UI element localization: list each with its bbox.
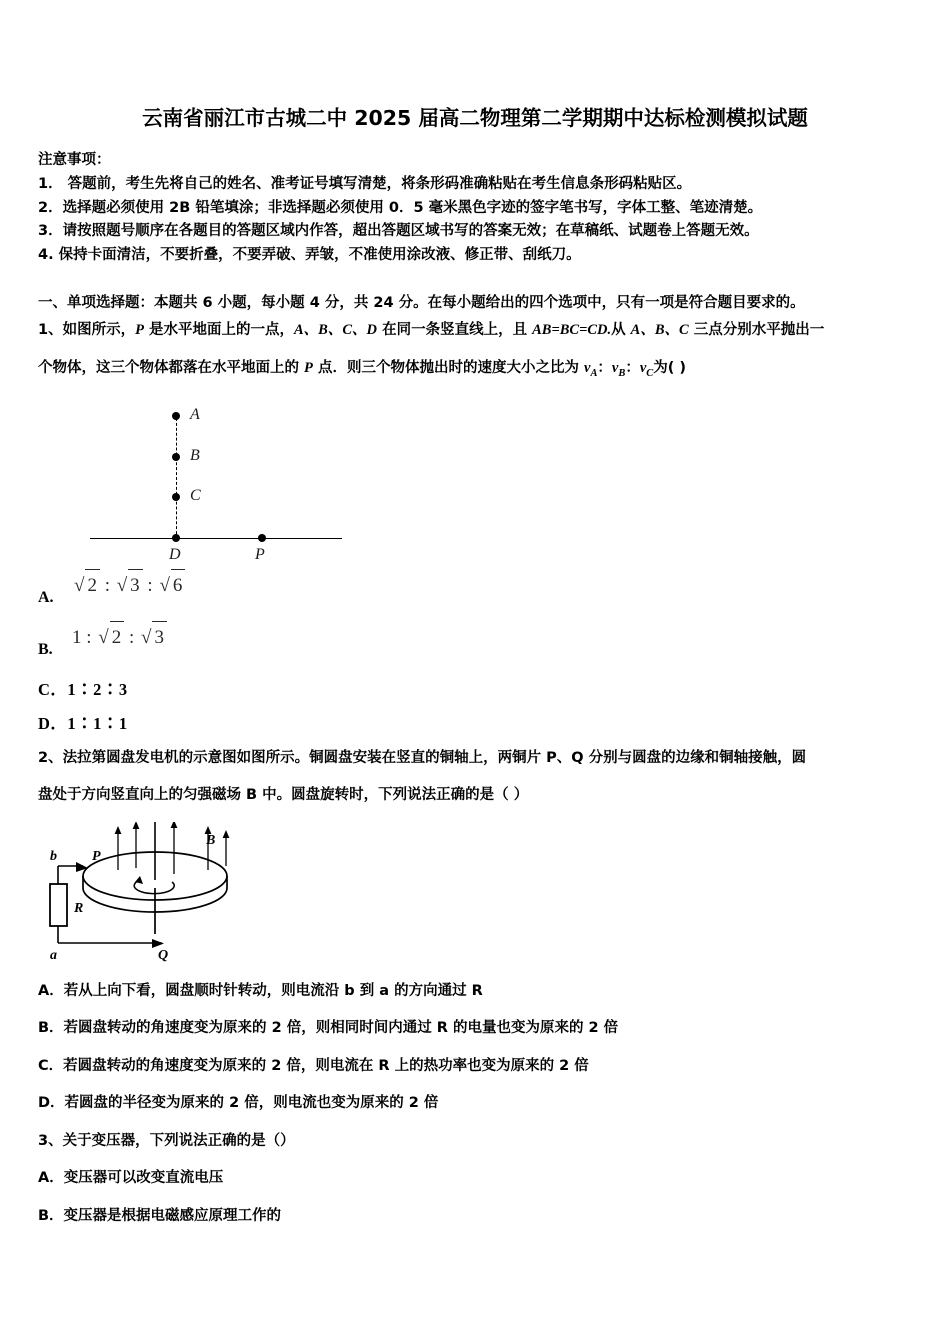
q1-equation: AB=BC=CD. <box>532 322 612 339</box>
question-1-option-d[interactable]: D．1∶1∶1 <box>38 714 128 734</box>
faraday-disc-diagram <box>40 822 340 962</box>
faraday-disc-svg <box>40 822 340 962</box>
point-b-dot <box>172 453 180 461</box>
magnetic-field-arrows <box>115 822 230 874</box>
q1-text-d: 从 <box>611 322 631 339</box>
q1-colon-2: ： <box>625 359 640 376</box>
question-2-option-b[interactable]: B．若圆盘转动的角速度变为原来的 2 倍，则相同时间内通过 R 的电量也变为原来的 2 倍 <box>38 1020 619 1037</box>
point-a-dot <box>172 412 180 420</box>
notice-item-2: 2．选择题必须使用 2B 铅笔填涂；非选择题必须使用 0．5 毫米黑色字迹的签字笔书写，字体工整、笔迹清楚。 <box>38 199 763 216</box>
question-3-stem: 3、关于变压器，下列说法正确的是（） <box>38 1132 295 1149</box>
question-1-stem-line-1 <box>38 319 912 342</box>
question-1-option-b[interactable] <box>38 621 912 673</box>
point-d-label: D <box>169 546 181 564</box>
question-2-option-c[interactable]: C．若圆盘转动的角速度变为原来的 2 倍，则电流在 R 上的热功率也变为原来的 2 倍 <box>38 1057 589 1074</box>
q1-vars-abcd: A、B、C、D <box>294 322 378 339</box>
label-resistor: R <box>74 900 84 916</box>
question-2-option-d[interactable]: D．若圆盘的半径变为原来的 2 倍，则电流也变为原来的 2 倍 <box>38 1095 439 1112</box>
q1-l2-text-a: 个物体，这三个物体都落在水平地面上的 <box>38 359 305 376</box>
point-c-label: C <box>190 487 201 505</box>
q1-text-b: 是水平地面上的一点， <box>143 322 295 339</box>
question-3-option-a[interactable]: A．变压器可以改变直流电压 <box>38 1170 224 1187</box>
question-2-stem-line-2: 盘处于方向竖直向上的匀强磁场 B 中。圆盘旋转时，下列说法正确的是（ ） <box>38 787 529 804</box>
label-contact-q: Q <box>158 947 169 962</box>
q1-l2-text-b: 点．则三个物体抛出时的速度大小之比为 <box>312 359 585 376</box>
option-a-value: √ 2 : √ 3 : √ 6 <box>72 569 185 602</box>
q1-text-e: 三点分别水平抛出一 <box>688 322 825 339</box>
label-terminal-b: b <box>50 848 57 864</box>
q1-text-c: 在同一条竖直线上，且 <box>377 322 533 339</box>
q1-vars-abc: A、B、C <box>630 322 689 339</box>
label-contact-p: P <box>92 848 101 864</box>
q1-text-a: 如图所示， <box>62 322 136 339</box>
label-b-field: B <box>206 832 216 848</box>
notice-list <box>38 173 912 267</box>
point-c-dot <box>172 493 180 501</box>
vertical-dashed-line <box>176 418 177 539</box>
point-a-label: A <box>190 406 200 424</box>
notice-item-4: 4. 保持卡面清洁，不要折叠，不要弄破、弄皱，不准使用涂改液、修正带、刮纸刀。 <box>38 246 581 263</box>
point-p-dot <box>258 534 266 542</box>
point-b-label: B <box>190 447 200 465</box>
contact-p-wedge <box>76 862 88 872</box>
notice-heading: 注意事项： <box>38 151 111 168</box>
notice-item-3: 3．请按照题号顺序在各题目的答题区域内作答，超出答题区域书写的答案无效；在草稿纸、试题卷上答题无效。 <box>38 223 759 240</box>
resistor-body <box>50 884 67 926</box>
notice-item-1: 1． 答题前，考生先将自己的姓名、准考证号填写清楚，将条形码准确粘贴在考生信息条形码粘贴区。 <box>38 176 692 193</box>
q1-vb: $v_B$ <box>611 359 626 379</box>
page-title: 云南省丽江市古城二中 2025 届高二物理第二学期期中达标检测模拟试题 <box>142 106 808 130</box>
question-1-option-c[interactable]: C．1∶2∶3 <box>38 680 128 700</box>
question-3-option-b[interactable]: B．变压器是根据电磁感应原理工作的 <box>38 1207 282 1224</box>
point-p-label: P <box>255 546 265 564</box>
q1-l2-var-p: P <box>304 359 313 376</box>
point-d-dot <box>172 534 180 542</box>
question-1-number: 1、 <box>38 322 63 339</box>
question-1-stem-line-2 <box>38 357 912 383</box>
q1-va: $v_A$ <box>584 359 598 379</box>
option-b-label: B. <box>38 641 53 659</box>
contact-q-wedge <box>152 939 164 948</box>
section-heading: 一、单项选择题：本题共 6 小题，每小题 4 分，共 24 分。在每小题给出的四个选项中，只有一项是符合题目要求的。 <box>38 295 805 312</box>
option-b-value: 1 : √ 2 : √ 3 <box>72 621 167 654</box>
question-2-option-a[interactable]: A．若从上向下看，圆盘顺时针转动，则电流沿 b 到 a 的方向通过 R <box>38 982 483 999</box>
q1-colon-1: ： <box>597 359 612 376</box>
q1-vc: $v_C$ <box>639 359 654 379</box>
projectile-points-diagram <box>90 394 430 569</box>
label-terminal-a: a <box>50 947 57 962</box>
q1-l2-tail: 为( ) <box>653 359 687 376</box>
option-a-label: A. <box>38 589 54 607</box>
question-2-stem-line-1: 2、法拉第圆盘发电机的示意图如图所示。铜圆盘安装在竖直的铜轴上，两铜片 P、Q 分别与圆盘的边缘和铜轴接触，圆 <box>38 749 807 766</box>
q1-var-p: P <box>135 322 144 339</box>
question-1-option-a[interactable] <box>38 569 912 621</box>
ground-line <box>90 538 342 539</box>
